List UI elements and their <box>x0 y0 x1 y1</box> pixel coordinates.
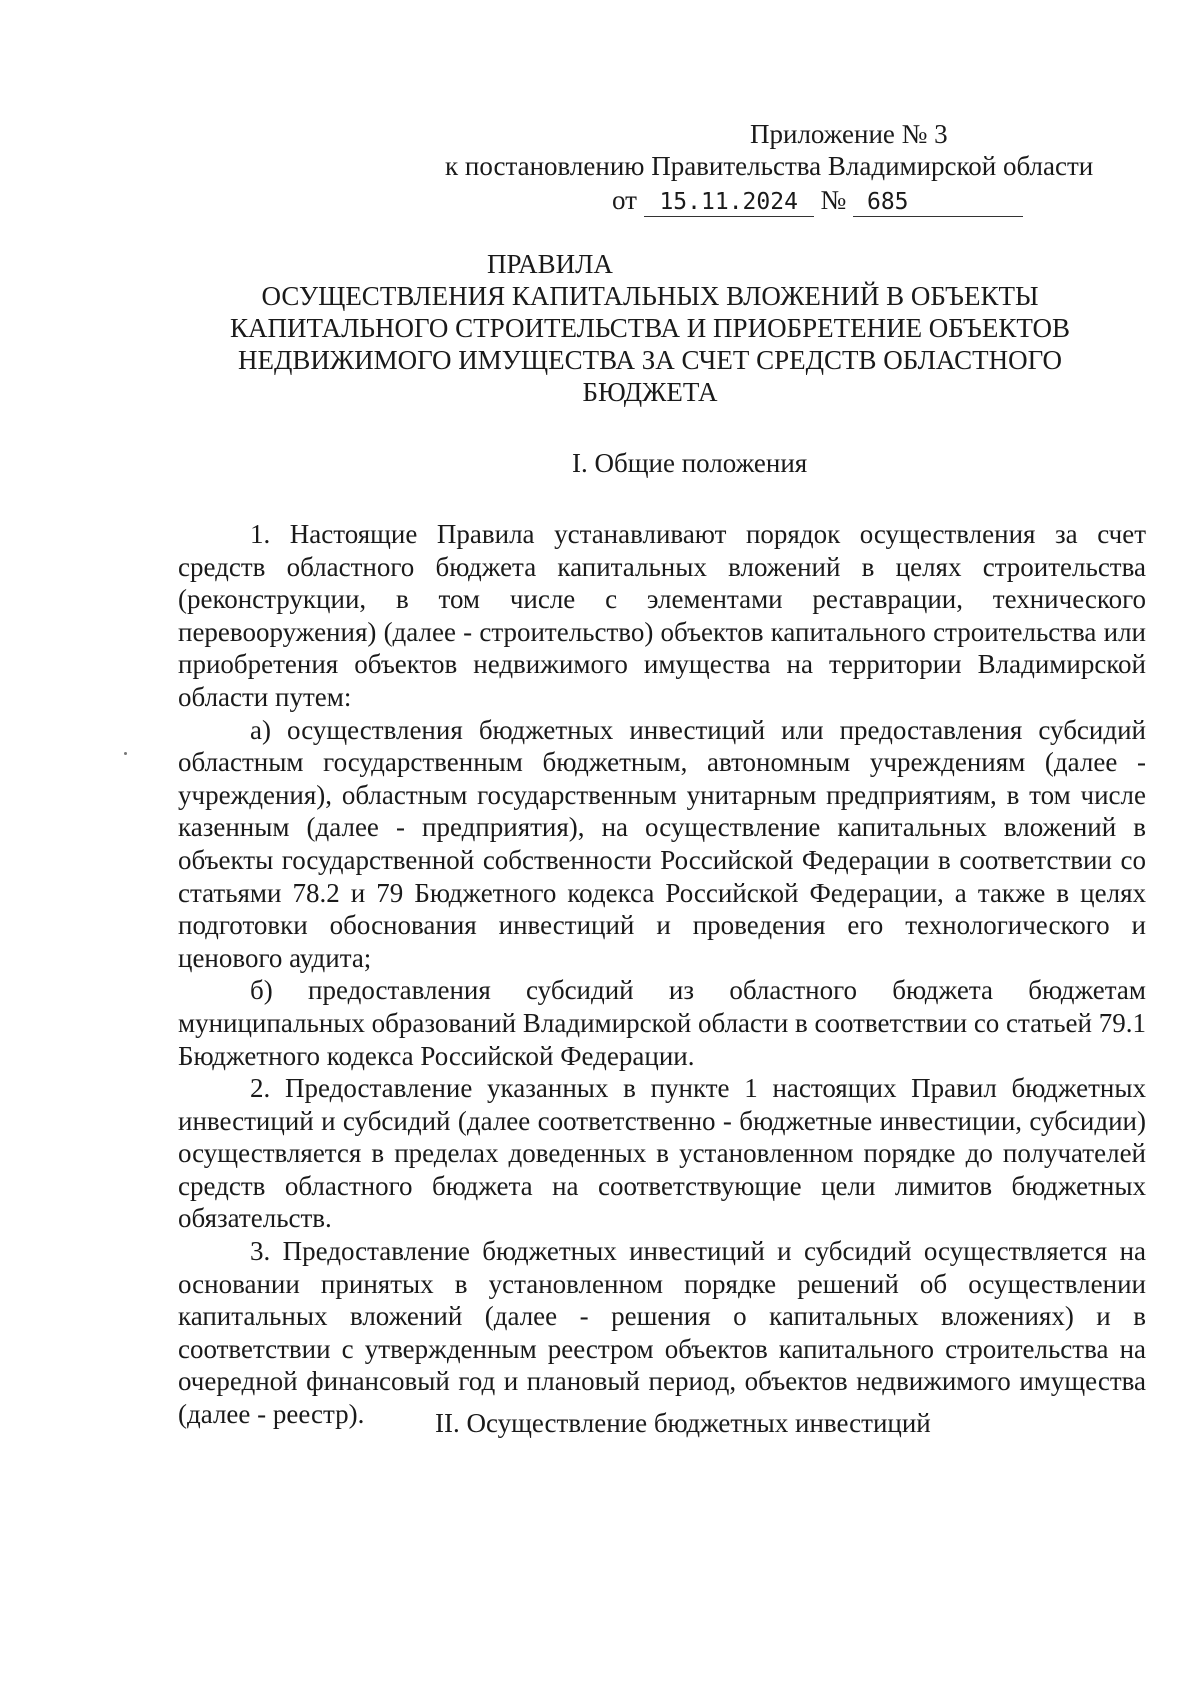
paragraph-3: 3. Предоставление бюджетных инвестиций и субсидий осуществляется на основании принятых в установленном порядке решений об осуществлении капитальных вложений (далее - решения о капитальных вложениях) и в соответствии с утвержденным реестром объектов капитального строительства на очередной финансовый год и плановый период, объектов недвижимого имущества (далее - реестр). <box>178 1236 1146 1430</box>
resolution-date-number <box>445 184 1145 217</box>
scan-speck <box>124 752 127 755</box>
appendix-number: Приложение № 3 <box>750 119 948 149</box>
resolution-date: 15.11.2024 <box>644 188 814 217</box>
title-heading: ПРАВИЛА <box>487 249 613 279</box>
paragraph-1a: а) осуществления бюджетных инвестиций или предоставления субсидий областным государственным бюджетным, автономным учреждениям (далее - учреждения), областным государственным унитарным предприятиям, в том числе казенным (далее - предприятия), на осуществление капитальных вложений в объекты государственной собственности Российской Федерации в соответствии со статьями 78.2 и 79 Бюджетного кодекса Российской Федерации, а также в целях подготовки обоснования инвестиций и проведения его технологического и ценового аудита; <box>178 714 1146 973</box>
document-title <box>200 248 1100 408</box>
number-prefix: № <box>820 185 847 215</box>
paragraph-1: 1. Настоящие Правила устанавливают порядок осуществления за счет средств областного бюджета капитальных вложений в целях строительства (реконструкции, в том числе с элементами реставрации, технического перевооружения) (далее - строительство) объектов капитального строительства или приобретения объектов недвижимого имущества на территории Владимирской области путем: <box>178 519 1146 712</box>
section-heading-investments: II. Осуществление бюджетных инвестиций <box>435 1408 931 1438</box>
section-heading-general: I. Общие положения <box>572 448 808 478</box>
resolution-reference: к постановлению Правительства Владимирской области <box>445 151 1094 181</box>
paragraph-1b: б) предоставления субсидий из областного бюджета бюджетам муниципальных образований Владимирской области в соответствии со статьей 79.1 Бюджетного кодекса Российской Федерации. <box>178 975 1146 1071</box>
title-subtitle: ОСУЩЕСТВЛЕНИЯ КАПИТАЛЬНЫХ ВЛОЖЕНИЙ В ОБЪЕКТЫ КАПИТАЛЬНОГО СТРОИТЕЛЬСТВА И ПРИОБРЕТЕНИЕ ОБЪЕКТОВ НЕДВИЖИМОГО ИМУЩЕСТВА ЗА СЧЕТ СРЕДСТВ ОБЛАСТНОГО БЮДЖЕТА <box>229 281 1070 407</box>
appendix-header <box>445 118 1145 217</box>
resolution-number: 685 <box>853 188 1023 217</box>
date-prefix: от <box>612 185 637 215</box>
document-body <box>178 518 1146 1431</box>
paragraph-2: 2. Предоставление указанных в пункте 1 настоящих Правил бюджетных инвестиций и субсидий (далее соответственно - бюджетные инвестиции, субсидии) осуществляется в пределах доведенных в установленном порядке до получателей средств областного бюджета на соответствующие цели лимитов бюджетных обязательств. <box>178 1073 1146 1234</box>
